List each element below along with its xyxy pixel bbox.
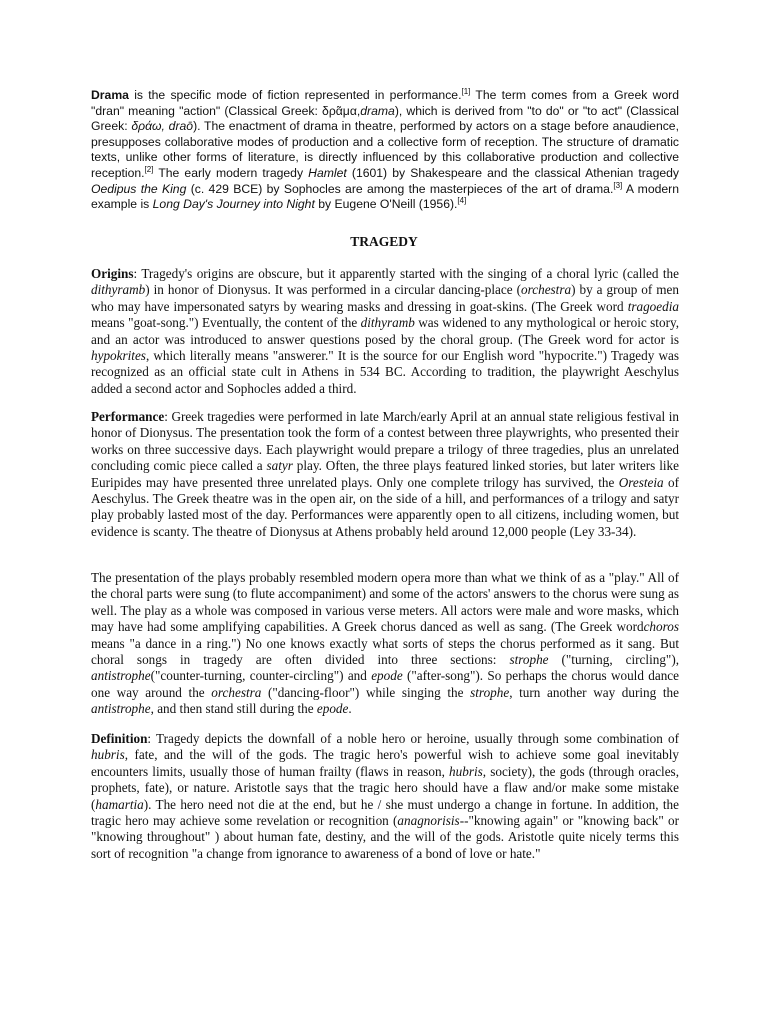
italic-term: hubris	[91, 747, 125, 763]
text: ) by a group of men who may have impersonated satyrs by wearing masks and dressing in goat-skins. (The Greek word	[91, 282, 679, 314]
italic-term: dithyramb	[91, 282, 146, 298]
text: The early modern tragedy	[153, 165, 309, 180]
text: ("after-song"). So perhaps the chorus would dance one way around the	[91, 668, 679, 700]
origins-paragraph	[91, 266, 679, 397]
italic-term: orchestra	[521, 282, 572, 298]
italic-term: anagnorisis	[397, 813, 460, 829]
italic-term: orchestra	[211, 684, 262, 700]
text: of Aeschylus. The Greek theatre was in the open air, on the side of a hill, and performances of a trilogy and satyr play probably lasted most of the day. Performances were apparently open to all citizens, including women, but evidence is scanty. The theatre of Dionysus at Athens probably held around 12,000 people (Ley 33-34).	[91, 474, 679, 539]
italic-term: strophe	[509, 652, 549, 668]
performance-paragraph	[91, 409, 679, 540]
italic-term: hubris	[449, 763, 483, 779]
italic-term: epode	[371, 668, 403, 684]
text: ). The enactment of drama in theatre, performed by actors on a stage before anaudience, presupposes collaborative modes of production and a collective form of reception. The structure of dramatic texts, unlike other forms of literature, is directly influenced by this collaborative production and collective reception.	[91, 119, 679, 180]
italic-title: Hamlet	[308, 165, 347, 180]
text: .	[348, 701, 352, 717]
text: ("dancing-floor") while singing the	[261, 684, 471, 700]
definition-paragraph	[91, 731, 679, 862]
text: : Tragedy's origins are obscure, but it apparently started with the singing of a choral lyric (called the	[133, 266, 679, 281]
text: (1601) by Shakespeare and the classical Athenian tragedy	[346, 165, 680, 180]
italic-term: antistrophe	[91, 701, 151, 717]
text: ), which is derived from "to do" or "to act" (Classical Greek:	[91, 103, 680, 134]
paragraph-label: Definition	[91, 731, 148, 746]
italic-term: drama	[360, 103, 395, 118]
text: , fate, and the will of the gods. The tragic hero's powerful wish to achieve some goal inevitably encounters limits, usually those of human frailty (flaws in reason,	[91, 747, 679, 779]
text: --"knowing again" or "knowing back" or "knowing throughout" ) about human fate, destiny, and the will of the gods. Aristotle quite nicely terms this sort of recognition "a change from ignorance to awareness of a bond of love or hate."	[91, 813, 679, 861]
italic-title: Oresteia	[618, 474, 664, 490]
text: , and then stand still during the	[150, 701, 317, 717]
term-drama: Drama	[91, 88, 129, 102]
section-heading: TRAGEDY	[350, 234, 418, 249]
italic-term: choros	[643, 619, 679, 635]
italic-term: satyr	[266, 458, 293, 474]
text: : Greek tragedies were performed in late March/early April at an annual state religious festival in honor of Dionysus. The presentation took the form of a contest between three playwrights, who presented their works on three successive days. Each playwright would prepare a trilogy of three tragedies, plus an unrelated concluding comic piece called a	[91, 409, 679, 474]
text: means "goat-song.") Eventually, the content of the	[91, 315, 361, 331]
italic-term: δράω, draō	[131, 119, 194, 134]
paragraph-label: Origins	[91, 266, 134, 281]
text: ) in honor of Dionysus. It was performed in a circular dancing-place (	[145, 282, 522, 298]
italic-title: Oedipus the King	[91, 181, 187, 196]
paragraph-label: Performance	[91, 409, 165, 424]
text: play. Often, the three plays featured linked stories, but later writers like Euripides may have presented three unrelated plays. Only one complete trilogy has survived, the	[91, 458, 679, 490]
italic-term: dithyramb	[360, 315, 415, 331]
text: , turn another way during the	[509, 684, 679, 700]
text: means "a dance in a ring.") No one knows exactly what sorts of steps the chorus performed as it sang. But choral songs in tragedy are often divided into three sections:	[91, 635, 679, 668]
italic-term: antistrophe	[91, 668, 151, 684]
italic-term: tragoedia	[627, 298, 679, 314]
footnote-ref-3[interactable]: [3]	[613, 180, 623, 190]
intro-paragraph	[91, 88, 679, 213]
text: A modern example is	[91, 181, 679, 212]
italic-term: hypokrites	[91, 348, 146, 364]
text: ("turning, circling"),	[548, 652, 680, 668]
text: The presentation of the plays probably resembled modern opera more than what we think of as a "play." All of the choral parts were sung (to flute accompaniment) and some of the actors' answers to the chorus were sung as well. The play as a whole was composed in various verse meters. All actors were male and wore masks, which may have had some amplifying capabilities. A Greek chorus danced as well as sang. (The Greek word	[91, 570, 679, 635]
text: (c. 429 BCE) by Sophocles are among the masterpieces of the art of drama.	[186, 181, 614, 196]
footnote-ref-2[interactable]: [2]	[144, 164, 154, 174]
text: , society), the gods (through oracles, prophets, fate), or nature. Aristotle says that the tragic hero should have a flaw and/or make some mistake (	[91, 763, 679, 812]
footnote-ref-4[interactable]: [4]	[457, 196, 467, 206]
footnote-ref-1[interactable]: [1]	[461, 87, 471, 96]
text: The term comes from a Greek word "dran" meaning "action" (Classical Greek: δρᾶμα,	[91, 88, 679, 118]
italic-title: Long Day's Journey into Night	[152, 197, 315, 212]
italic-term: strophe	[470, 684, 510, 700]
text: ). The hero need not die at the end, but he / she must undergo a change in fortune. In addition, the tragic hero may achieve some revelation or recognition (	[91, 796, 679, 829]
text: by Eugene O'Neill (1956).	[314, 197, 458, 212]
text: : Tragedy depicts the downfall of a noble hero or heroine, usually through some combination of	[147, 731, 679, 746]
text: , which literally means "answerer." It is the source for our English word "hypocrite.") Tragedy was recognized as an official state cult in Athens in 534 BC. According to tradition, the playwright Aeschylus added a second actor and Sophocles added a third.	[91, 348, 679, 396]
text: ("counter-turning, counter-circling") and	[150, 668, 372, 684]
italic-term: hamartia	[95, 796, 144, 812]
text: was widened to any mythological or heroic story, and an actor was introduced to answer questions posed by the choral group. (The Greek word for actor is	[91, 315, 679, 347]
text: is the specific mode of fiction represented in performance.	[128, 88, 462, 102]
italic-term: epode	[316, 701, 349, 717]
presentation-paragraph	[91, 570, 679, 718]
